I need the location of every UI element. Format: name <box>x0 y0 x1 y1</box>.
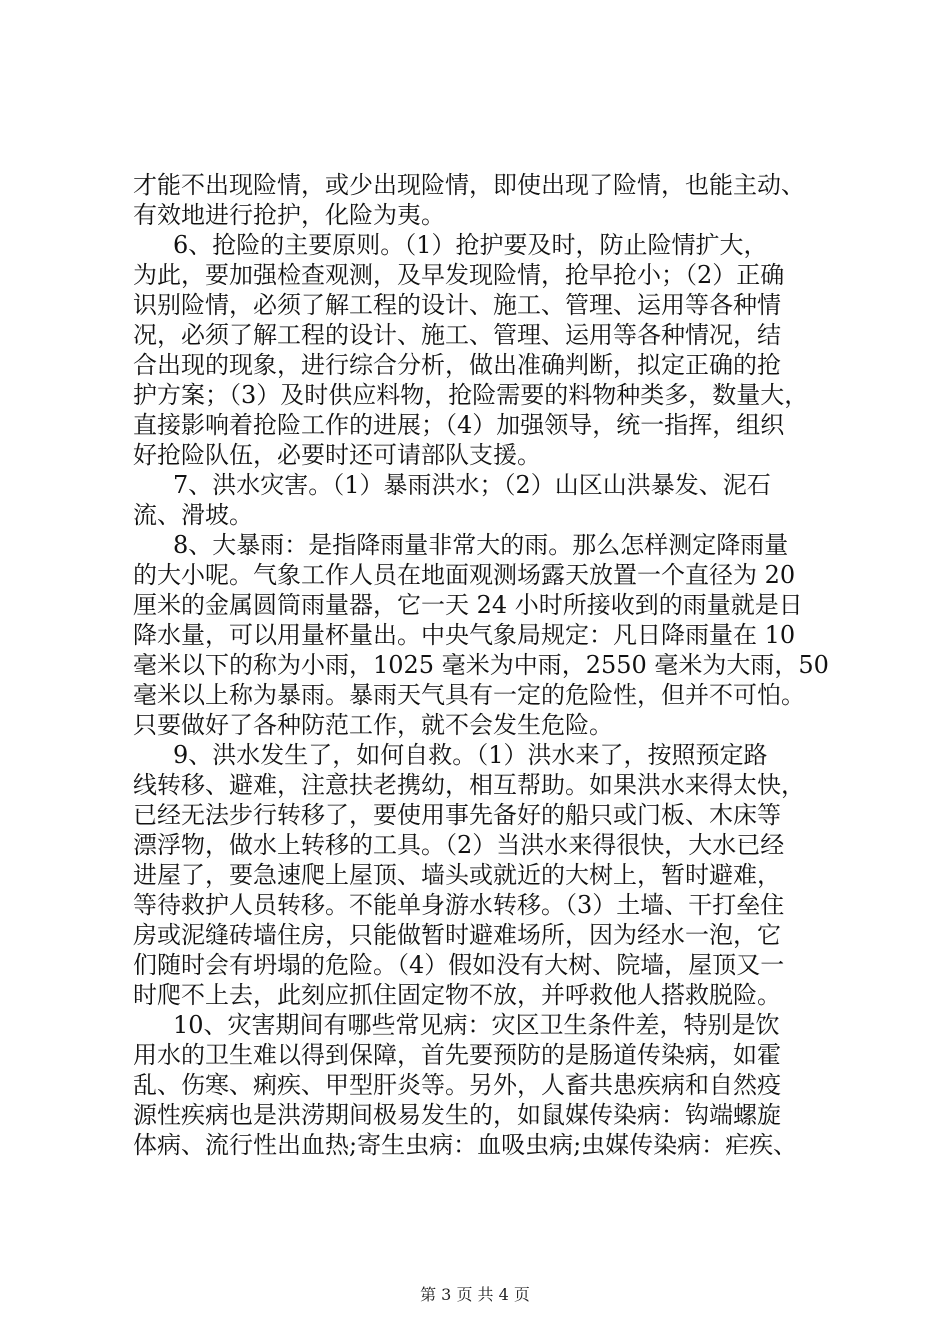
text-line: 才能不出现险情，或少出现险情，即使出现了险情，也能主动、 <box>133 171 805 199</box>
text-line: 护方案；（3）及时供应料物，抢险需要的料物种类多，数量大， <box>133 381 809 409</box>
text-line: 毫米以下的称为小雨，1025 毫米为中雨，2550 毫米为大雨，50 <box>133 651 829 679</box>
text-line: 时爬不上去，此刻应抓住固定物不放，并呼救他人搭救脱险。 <box>133 981 781 1009</box>
text-line: 流、滑坡。 <box>133 501 253 529</box>
text-line: 们随时会有坍塌的危险。（4）假如没有大树、院墙，屋顶又一 <box>133 951 785 979</box>
text-line: 用水的卫生难以得到保障，首先要预防的是肠道传染病，如霍 <box>133 1041 781 1069</box>
text-line: 源性疾病也是洪涝期间极易发生的，如鼠媒传染病：钩端螺旋 <box>133 1101 781 1129</box>
page-footer: 第 3 页 共 4 页 <box>420 1285 530 1304</box>
text-line: 房或泥缝砖墙住房，只能做暂时避难场所，因为经水一泡，它 <box>133 921 781 949</box>
text-line: 厘米的金属圆筒雨量器，它一天 24 小时所接收到的雨量就是日 <box>133 591 803 619</box>
paragraph-first-line: 9、洪水发生了，如何自救。（1）洪水来了，按照预定路 <box>173 741 768 769</box>
text-line: 为此，要加强检查观测，及早发现险情，抢早抢小；（2）正确 <box>133 261 785 289</box>
text-line: 降水量，可以用量杯量出。中央气象局规定：凡日降雨量在 10 <box>133 621 796 649</box>
text-line: 识别险情，必须了解工程的设计、施工、管理、运用等各种情 <box>133 291 781 319</box>
paragraph-first-line: 7、洪水灾害。（1）暴雨洪水；（2）山区山洪暴发、泥石 <box>173 471 771 499</box>
text-line: 直接影响着抢险工作的进展；（4）加强领导，统一指挥，组织 <box>133 411 785 439</box>
text-line: 等待救护人员转移。不能单身游水转移。（3）土墙、干打垒住 <box>133 891 785 919</box>
text-line: 合出现的现象，进行综合分析，做出准确判断，拟定正确的抢 <box>133 351 781 379</box>
text-line: 体病、流行性出血热;寄生虫病：血吸虫病;虫媒传染病：疟疾、 <box>133 1131 798 1159</box>
text-line: 乱、伤寒、痢疾、甲型肝炎等。另外，人畜共患疾病和自然疫 <box>133 1071 781 1099</box>
text-line: 好抢险队伍，必要时还可请部队支援。 <box>133 441 541 469</box>
paragraph-first-line: 10、灾害期间有哪些常见病：灾区卫生条件差，特别是饮 <box>173 1011 780 1039</box>
body-text <box>133 170 853 1160</box>
paragraph-first-line: 6、抢险的主要原则。（1）抢护要及时，防止险情扩大， <box>173 231 768 259</box>
text-line: 只要做好了各种防范工作，就不会发生危险。 <box>133 711 613 739</box>
paragraph-first-line: 8、大暴雨：是指降雨量非常大的雨。那么怎样测定降雨量 <box>173 531 789 559</box>
text-line: 进屋了，要急速爬上屋顶、墙头或就近的大树上，暂时避难， <box>133 861 781 889</box>
text-line: 已经无法步行转移了，要使用事先备好的船只或门板、木床等 <box>133 801 781 829</box>
text-line: 况，必须了解工程的设计、施工、管理、运用等各种情况，结 <box>133 321 781 349</box>
text-line: 毫米以上称为暴雨。暴雨天气具有一定的危险性，但并不可怕。 <box>133 681 805 709</box>
text-line: 漂浮物，做水上转移的工具。（2）当洪水来得很快，大水已经 <box>133 831 785 859</box>
text-line: 有效地进行抢护，化险为夷。 <box>133 201 445 229</box>
text-line: 线转移、避难，注意扶老携幼，相互帮助。如果洪水来得太快， <box>133 771 805 799</box>
text-line: 的大小呢。气象工作人员在地面观测场露天放置一个直径为 20 <box>133 561 796 589</box>
